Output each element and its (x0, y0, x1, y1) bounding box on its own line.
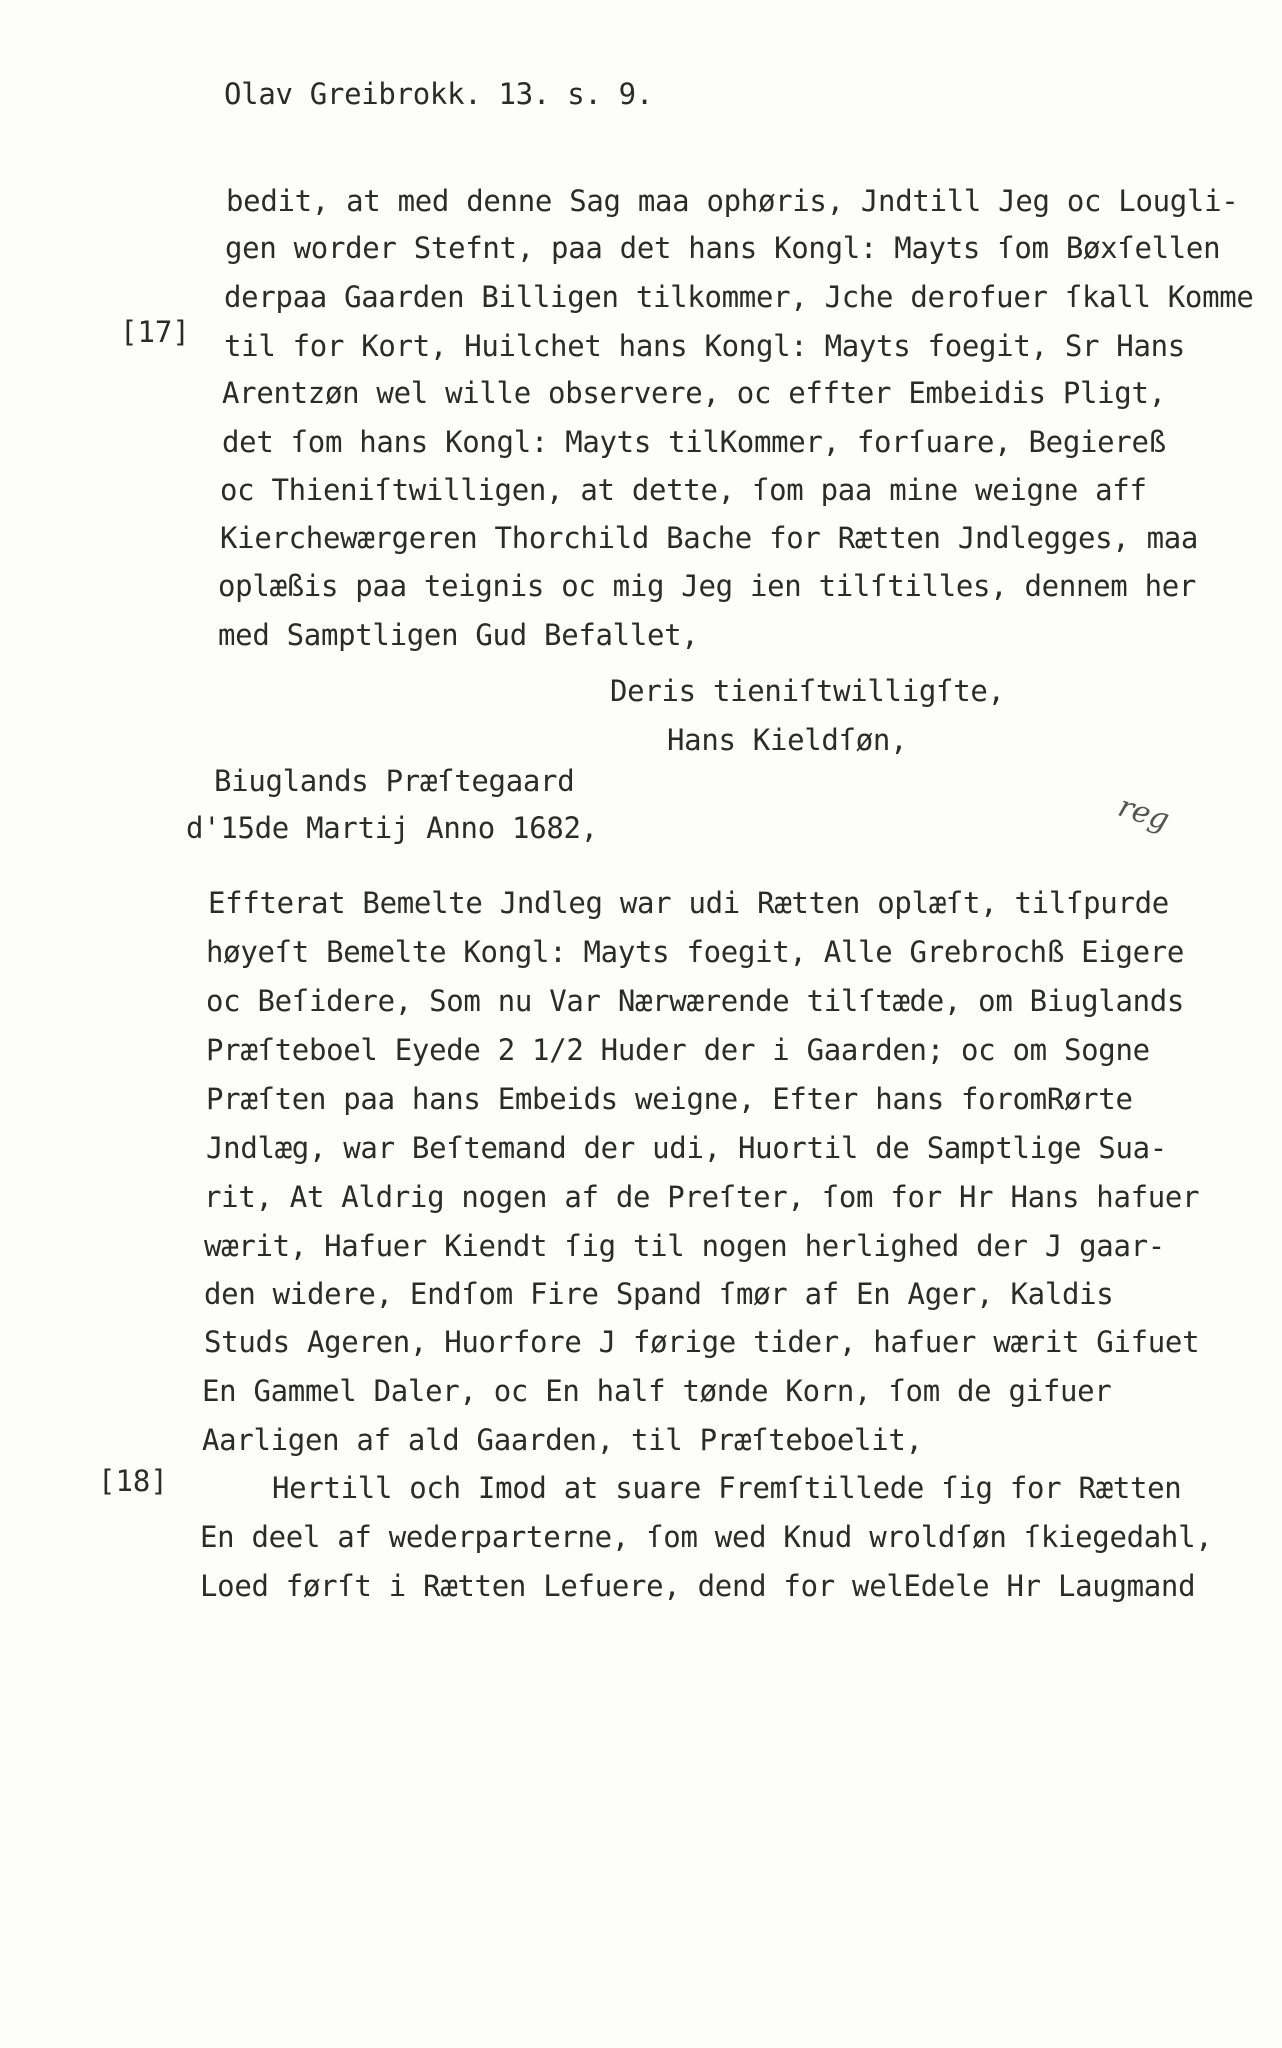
pencil-annotation: reg (1113, 788, 1174, 839)
text-line: oc Thieniſtwilligen, at dette, ſom paa mine weigne aff (220, 473, 1147, 507)
text-line: Jndlæg, war Beſtemand der udi, Huortil de Samptlige Sua- (206, 1131, 1167, 1165)
closing-salutation: Deris tieniſtwilligſte, (610, 674, 1005, 708)
text-line: Præſteboel Eyede 2 1/2 Huder der i Gaarden; oc om Sogne (206, 1033, 1150, 1067)
date-line: d'15de Martij Anno 1682, (186, 811, 598, 845)
text-line: rit, At Aldrig nogen af de Preſter, ſom for Hr Hans hafuer (204, 1180, 1200, 1214)
text-line: Loed førſt i Rætten Lefuere, dend for welEdele Hr Laugmand (200, 1569, 1196, 1603)
margin-number: [18] (98, 1464, 168, 1498)
text-line: wærit, Hafuer Kiendt ſig til nogen herlighed der J gaar- (204, 1229, 1165, 1263)
text-line: det ſom hans Kongl: Mayts tilKommer, forſuare, Begiereß (222, 425, 1166, 459)
text-line: Effterat Bemelte Jndleg war udi Rætten oplæſt, tilſpurde (208, 886, 1169, 920)
text-line: Studs Ageren, Huorfore J førige tider, hafuer wærit Gifuet (204, 1325, 1200, 1359)
text-line: med Samptligen Gud Befallet, (218, 618, 699, 652)
text-line: Kierchewærgeren Thorchild Bache for Rætten Jndlegges, maa (220, 521, 1199, 555)
text-line: høyeſt Bemelte Kongl: Mayts foegit, Alle Grebrochß Eigere (206, 935, 1185, 969)
text-line: En deel af wederparterne, ſom wed Knud wroldſøn ſkiegedahl, (200, 1520, 1213, 1554)
text-line: bedit, at med denne Sag maa ophøris, Jndtill Jeg oc Lougli- (226, 184, 1239, 218)
margin-number: [17] (120, 315, 190, 349)
page-header: Olav Greibrokk. 13. s. 9. (224, 77, 653, 111)
text-line: oc Beſidere, Som nu Var Nærwærende tilſtæde, om Biuglands (206, 984, 1185, 1018)
text-line: den widere, Endſom Fire Spand ſmør af En Ager, Kaldis (204, 1277, 1114, 1311)
text-line: Aarligen af ald Gaarden, til Præſteboelit, (202, 1423, 923, 1457)
text-line: Arentzøn wel wille observere, oc effter Embeidis Pligt, (222, 376, 1166, 410)
text-line: gen worder Stefnt, paa det hans Kongl: Mayts ſom Bøxſellen (225, 231, 1221, 265)
text-line: Hertill och Imod at suare Fremſtillede ſig for Rætten (272, 1471, 1182, 1505)
signature-name: Hans Kieldſøn, (667, 723, 908, 757)
text-line: derpaa Gaarden Billigen tilkommer, Jche derofuer ſkall Komme (224, 280, 1254, 314)
place-line: Biuglands Præſtegaard (214, 764, 575, 798)
text-line: til for Kort, Huilchet hans Kongl: Mayts foegit, Sr Hans (224, 329, 1185, 363)
text-line: oplæßis paa teignis oc mig Jeg ien tilſtilles, dennem her (218, 569, 1197, 603)
text-line: Præſten paa hans Embeids weigne, Efter hans foromRørte (206, 1082, 1133, 1116)
text-line: En Gammel Daler, oc En half tønde Korn, ſom de gifuer (202, 1374, 1112, 1408)
